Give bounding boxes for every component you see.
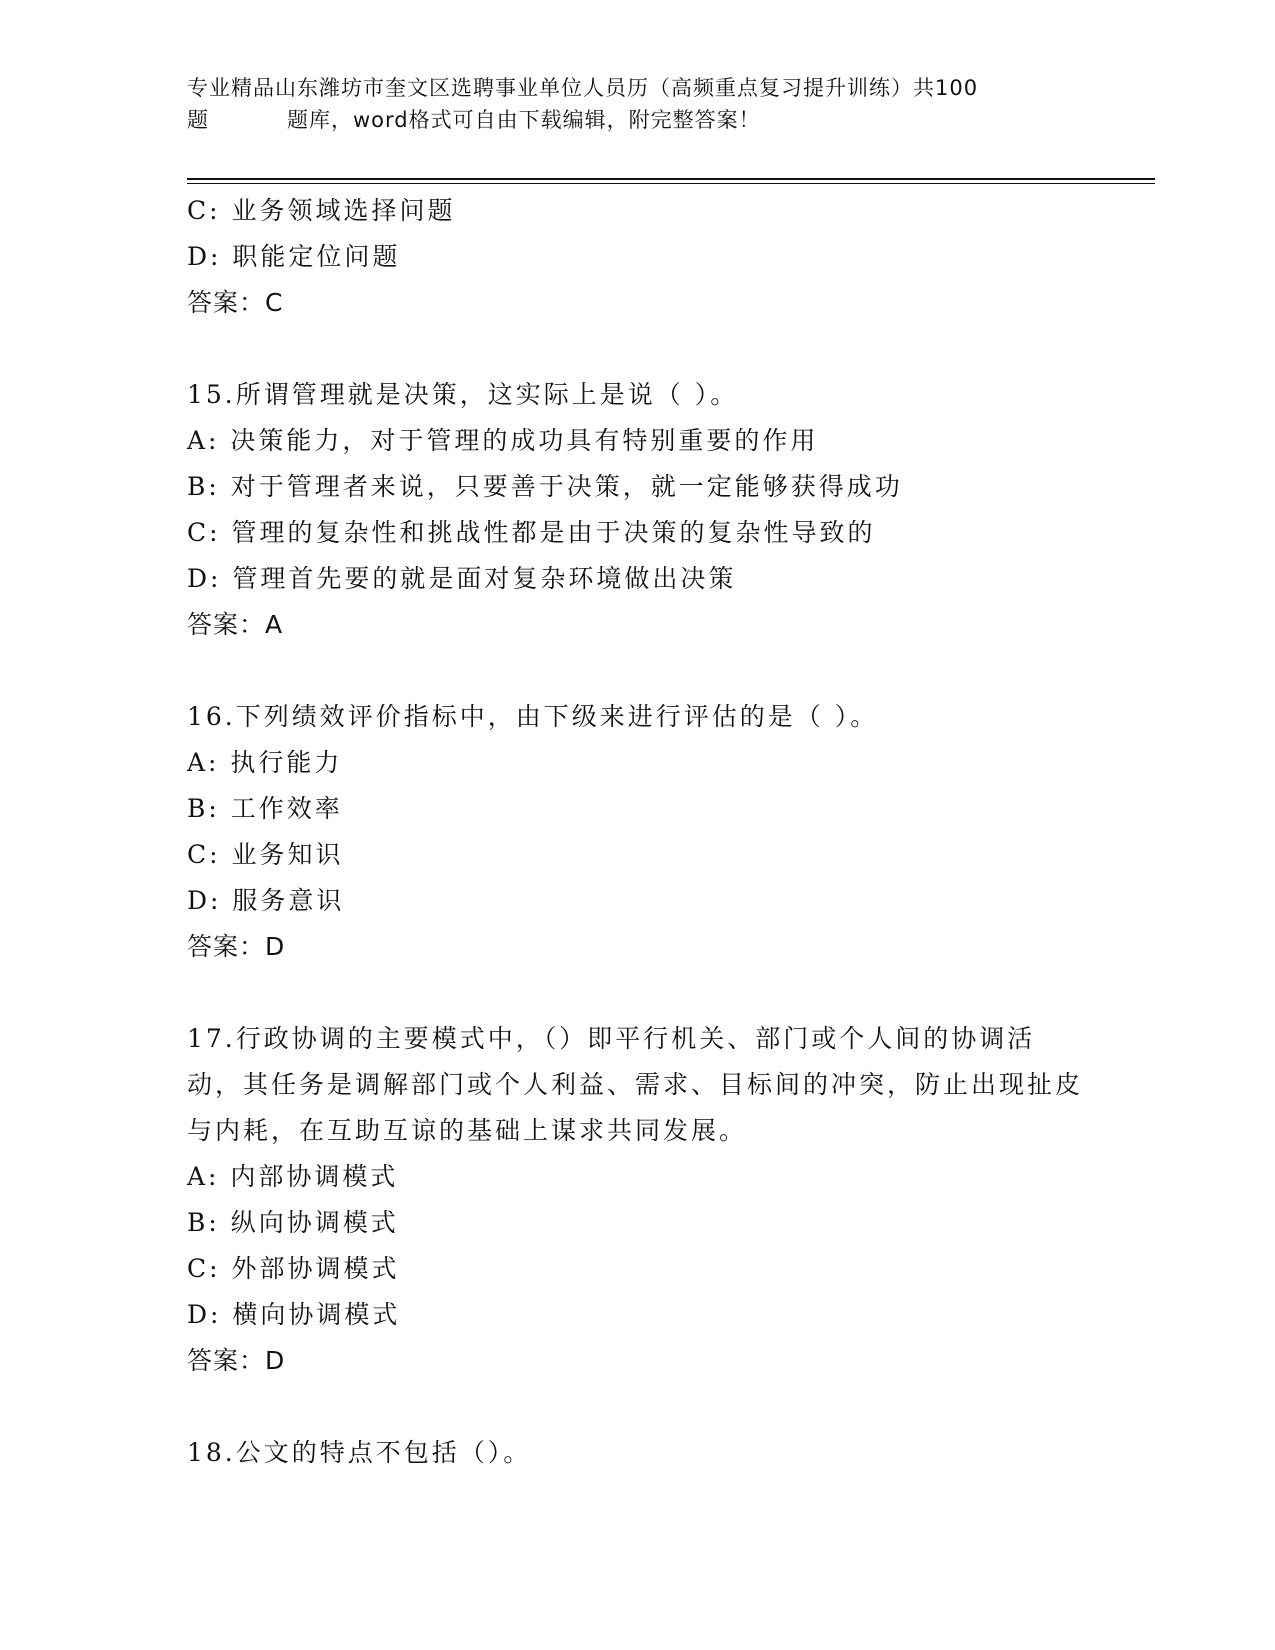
question-stem: 18.公文的特点不包括（）。 — [187, 1438, 532, 1467]
question-list — [187, 188, 1087, 1476]
answer-line: 答案：A — [187, 610, 284, 639]
spacer — [187, 970, 1087, 1016]
option-c: C: 管理的复杂性和挑战性都是由于决策的复杂性导致的 — [187, 518, 876, 547]
question-17 — [187, 1016, 1087, 1384]
option-b: B: 对于管理者来说，只要善于决策，就一定能够获得成功 — [187, 472, 903, 501]
answer-line: 答案：D — [187, 932, 286, 961]
option-d: D: 职能定位问题 — [187, 242, 401, 271]
question-18 — [187, 1430, 1087, 1476]
header-subtitle-tail: 题库，word格式可自由下载编辑，附完整答案！ — [287, 108, 761, 132]
spacer — [187, 648, 1087, 694]
header-subtitle-line — [187, 104, 1087, 136]
answer-line: 答案：C — [187, 288, 284, 317]
header-divider-thick — [187, 178, 1155, 180]
option-c: C: 业务领域选择问题 — [187, 196, 456, 225]
header-divider-thin — [187, 183, 1155, 184]
option-c: C: 业务知识 — [187, 840, 344, 869]
question-stem: 17.行政协调的主要模式中，（）即平行机关、部门或个人间的协调活动，其任务是调解部门或个人利益、需求、目标间的冲突，防止出现扯皮与内耗，在互助互谅的基础上谋求共同发展。 — [187, 1024, 1084, 1145]
option-d: D: 横向协调模式 — [187, 1300, 401, 1329]
question-16 — [187, 694, 1087, 970]
option-b: B: 纵向协调模式 — [187, 1208, 399, 1237]
question-15 — [187, 372, 1087, 648]
option-c: C: 外部协调模式 — [187, 1254, 400, 1283]
option-d: D: 服务意识 — [187, 886, 345, 915]
option-a: A: 内部协调模式 — [187, 1162, 399, 1191]
option-a: A: 决策能力，对于管理的成功具有特别重要的作用 — [187, 426, 819, 455]
spacer — [187, 1384, 1087, 1430]
question-stem: 16.下列绩效评价指标中，由下级来进行评估的是（ ）。 — [187, 702, 879, 731]
document-header — [187, 72, 1087, 136]
question-14-tail — [187, 188, 1087, 326]
answer-line: 答案：D — [187, 1346, 286, 1375]
option-a: A: 执行能力 — [187, 748, 343, 777]
header-title-line: 专业精品山东潍坊市奎文区选聘事业单位人员历（高频重点复习提升训练）共100 — [187, 76, 979, 100]
spacer — [187, 326, 1087, 372]
header-subtitle-head: 题 — [187, 108, 209, 132]
option-b: B: 工作效率 — [187, 794, 343, 823]
question-stem: 15.所谓管理就是决策，这实际上是说（ ）。 — [187, 380, 739, 409]
option-d: D: 管理首先要的就是面对复杂环境做出决策 — [187, 564, 737, 593]
